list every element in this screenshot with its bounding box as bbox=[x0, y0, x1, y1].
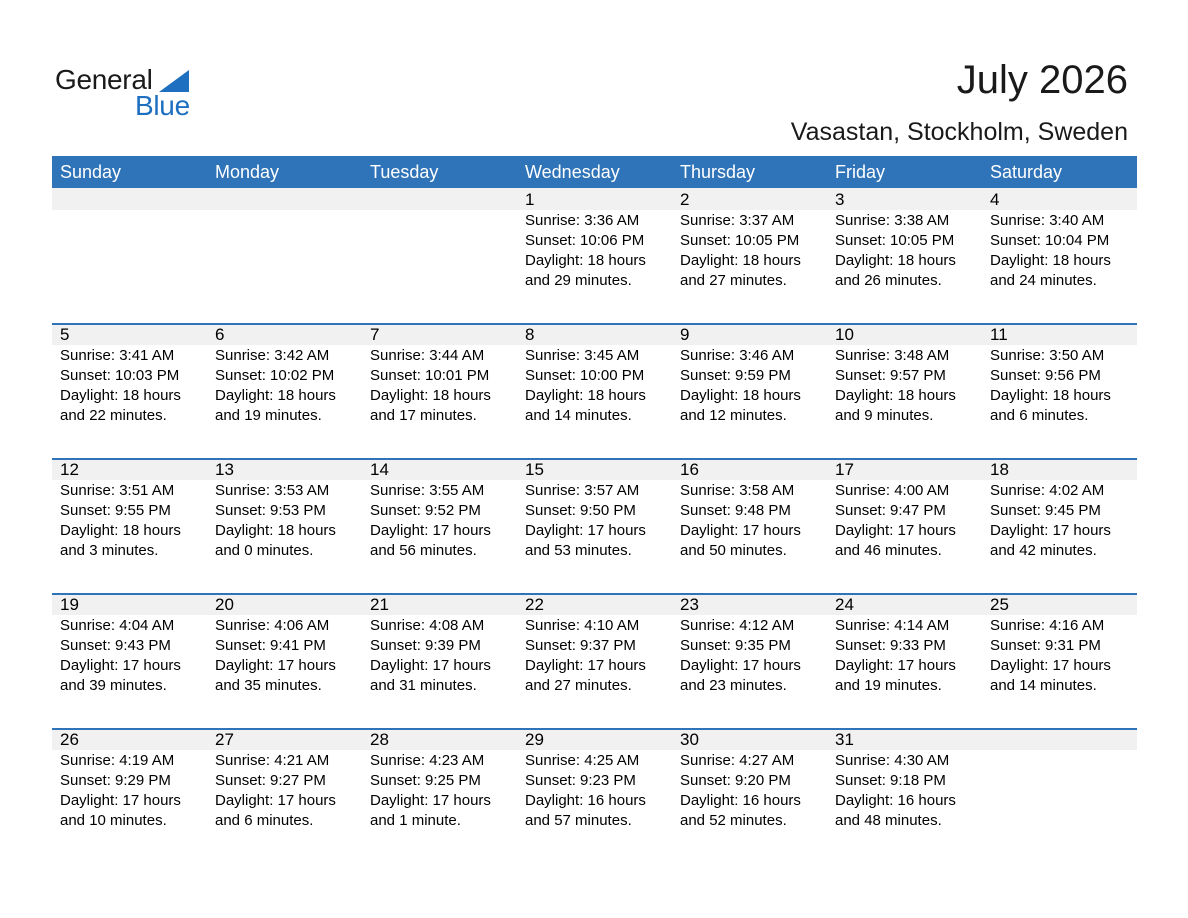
day-number: 3 bbox=[835, 190, 845, 209]
sunset-text: Sunset: 9:27 PM bbox=[215, 772, 326, 789]
day-info bbox=[60, 616, 207, 696]
daylight-minutes-text: and 46 minutes. bbox=[835, 542, 942, 559]
sunrise-text: Sunrise: 3:55 AM bbox=[370, 482, 485, 499]
daylight-text: Daylight: 17 hours bbox=[525, 522, 646, 539]
day-number: 14 bbox=[370, 460, 389, 479]
day-info bbox=[990, 481, 1137, 561]
day-cell bbox=[827, 728, 982, 863]
sunset-text: Sunset: 9:29 PM bbox=[60, 772, 171, 789]
calendar-weeks bbox=[52, 188, 1137, 863]
day-info bbox=[835, 211, 982, 291]
day-number: 11 bbox=[990, 325, 1008, 344]
daylight-minutes-text: and 52 minutes. bbox=[680, 812, 787, 829]
daylight-text: Daylight: 17 hours bbox=[835, 657, 956, 674]
sunrise-text: Sunrise: 3:42 AM bbox=[215, 347, 330, 364]
day-number: 4 bbox=[990, 190, 1000, 209]
day-info bbox=[370, 616, 517, 696]
sunset-text: Sunset: 9:53 PM bbox=[215, 502, 326, 519]
day-number: 7 bbox=[370, 325, 380, 344]
day-cell bbox=[207, 728, 362, 863]
daylight-minutes-text: and 10 minutes. bbox=[60, 812, 167, 829]
day-number: 6 bbox=[215, 325, 225, 344]
day-info bbox=[680, 751, 827, 831]
sunrise-text: Sunrise: 4:19 AM bbox=[60, 752, 175, 769]
daylight-text: Daylight: 16 hours bbox=[680, 792, 801, 809]
logo bbox=[55, 64, 205, 124]
sunrise-text: Sunrise: 3:48 AM bbox=[835, 347, 950, 364]
daylight-minutes-text: and 35 minutes. bbox=[215, 677, 322, 694]
day-number: 15 bbox=[525, 460, 544, 479]
sunrise-text: Sunrise: 4:04 AM bbox=[60, 617, 175, 634]
sunset-text: Sunset: 9:25 PM bbox=[370, 772, 481, 789]
daylight-minutes-text: and 50 minutes. bbox=[680, 542, 787, 559]
sunset-text: Sunset: 10:04 PM bbox=[990, 232, 1110, 249]
sunset-text: Sunset: 9:31 PM bbox=[990, 637, 1101, 654]
sunrise-text: Sunrise: 3:57 AM bbox=[525, 482, 640, 499]
day-info bbox=[680, 616, 827, 696]
sunset-text: Sunset: 9:20 PM bbox=[680, 772, 791, 789]
day-cell bbox=[827, 593, 982, 728]
daylight-text: Daylight: 17 hours bbox=[990, 522, 1111, 539]
sunset-text: Sunset: 9:55 PM bbox=[60, 502, 171, 519]
calendar-week-row bbox=[52, 458, 1137, 593]
sunrise-text: Sunrise: 3:53 AM bbox=[215, 482, 330, 499]
day-number: 1 bbox=[525, 190, 535, 209]
daylight-text: Daylight: 18 hours bbox=[525, 387, 646, 404]
day-number: 31 bbox=[835, 730, 854, 749]
day-cell bbox=[517, 188, 672, 323]
sunrise-text: Sunrise: 3:45 AM bbox=[525, 347, 640, 364]
sunrise-text: Sunrise: 4:30 AM bbox=[835, 752, 950, 769]
day-cell bbox=[362, 728, 517, 863]
day-cell bbox=[672, 458, 827, 593]
sunset-text: Sunset: 10:05 PM bbox=[835, 232, 955, 249]
daylight-minutes-text: and 17 minutes. bbox=[370, 407, 477, 424]
day-cell bbox=[207, 458, 362, 593]
day-cell bbox=[982, 188, 1137, 323]
day-cell bbox=[982, 593, 1137, 728]
daylight-text: Daylight: 16 hours bbox=[835, 792, 956, 809]
page-title: July 2026 bbox=[956, 58, 1128, 102]
day-info bbox=[525, 481, 672, 561]
day-number: 26 bbox=[60, 730, 79, 749]
weekday-saturday: Saturday bbox=[990, 162, 1063, 182]
day-info bbox=[215, 616, 362, 696]
daylight-minutes-text: and 31 minutes. bbox=[370, 677, 477, 694]
day-cell bbox=[52, 458, 207, 593]
daylight-text: Daylight: 17 hours bbox=[60, 792, 181, 809]
daylight-text: Daylight: 18 hours bbox=[60, 387, 181, 404]
day-cell bbox=[207, 323, 362, 458]
daylight-text: Daylight: 17 hours bbox=[370, 657, 491, 674]
daylight-minutes-text: and 23 minutes. bbox=[680, 677, 787, 694]
daylight-minutes-text: and 29 minutes. bbox=[525, 272, 632, 289]
day-number: 23 bbox=[680, 595, 699, 614]
calendar-week-row bbox=[52, 593, 1137, 728]
day-info bbox=[680, 211, 827, 291]
sunset-text: Sunset: 9:59 PM bbox=[680, 367, 791, 384]
day-info bbox=[60, 346, 207, 426]
day-info bbox=[835, 616, 982, 696]
empty-day-cell bbox=[52, 188, 207, 323]
sunset-text: Sunset: 9:33 PM bbox=[835, 637, 946, 654]
daylight-minutes-text: and 26 minutes. bbox=[835, 272, 942, 289]
day-number: 21 bbox=[370, 595, 389, 614]
day-number: 20 bbox=[215, 595, 234, 614]
calendar-week-row bbox=[52, 323, 1137, 458]
daylight-text: Daylight: 18 hours bbox=[370, 387, 491, 404]
day-number: 12 bbox=[60, 460, 79, 479]
sunset-text: Sunset: 10:06 PM bbox=[525, 232, 645, 249]
weekday-header bbox=[52, 156, 1137, 188]
daylight-text: Daylight: 18 hours bbox=[215, 522, 336, 539]
weekday-wednesday: Wednesday bbox=[525, 162, 620, 182]
day-cell bbox=[52, 593, 207, 728]
day-number: 29 bbox=[525, 730, 544, 749]
empty-day-cell bbox=[362, 188, 517, 323]
daylight-minutes-text: and 14 minutes. bbox=[990, 677, 1097, 694]
day-cell bbox=[517, 323, 672, 458]
daylight-minutes-text: and 42 minutes. bbox=[990, 542, 1097, 559]
day-number: 18 bbox=[990, 460, 1009, 479]
daylight-text: Daylight: 17 hours bbox=[215, 792, 336, 809]
sunrise-text: Sunrise: 4:14 AM bbox=[835, 617, 950, 634]
logo-blue-text: Blue bbox=[135, 90, 190, 121]
day-info bbox=[835, 346, 982, 426]
day-info bbox=[370, 346, 517, 426]
day-info bbox=[680, 481, 827, 561]
daylight-text: Daylight: 18 hours bbox=[525, 252, 646, 269]
daylight-minutes-text: and 19 minutes. bbox=[215, 407, 322, 424]
daylight-minutes-text: and 27 minutes. bbox=[680, 272, 787, 289]
empty-day-cell bbox=[207, 188, 362, 323]
daylight-text: Daylight: 18 hours bbox=[990, 387, 1111, 404]
daylight-minutes-text: and 1 minute. bbox=[370, 812, 461, 829]
sunrise-text: Sunrise: 4:27 AM bbox=[680, 752, 795, 769]
sunrise-text: Sunrise: 3:36 AM bbox=[525, 212, 640, 229]
sunrise-text: Sunrise: 4:21 AM bbox=[215, 752, 330, 769]
day-cell bbox=[672, 593, 827, 728]
sunset-text: Sunset: 10:01 PM bbox=[370, 367, 490, 384]
logo-triangle-icon bbox=[159, 70, 189, 92]
sunrise-text: Sunrise: 3:50 AM bbox=[990, 347, 1105, 364]
day-cell bbox=[362, 323, 517, 458]
daylight-text: Daylight: 17 hours bbox=[835, 522, 956, 539]
day-info bbox=[370, 481, 517, 561]
sunset-text: Sunset: 10:03 PM bbox=[60, 367, 180, 384]
day-cell bbox=[827, 188, 982, 323]
daylight-text: Daylight: 18 hours bbox=[60, 522, 181, 539]
day-info bbox=[215, 481, 362, 561]
day-number: 9 bbox=[680, 325, 690, 344]
sunset-text: Sunset: 9:43 PM bbox=[60, 637, 171, 654]
day-info bbox=[370, 751, 517, 831]
day-number: 8 bbox=[525, 325, 535, 344]
sunset-text: Sunset: 9:37 PM bbox=[525, 637, 636, 654]
sunset-text: Sunset: 9:56 PM bbox=[990, 367, 1101, 384]
daylight-text: Daylight: 18 hours bbox=[835, 252, 956, 269]
sunrise-text: Sunrise: 3:58 AM bbox=[680, 482, 795, 499]
day-info bbox=[215, 751, 362, 831]
sunrise-text: Sunrise: 3:51 AM bbox=[60, 482, 175, 499]
logo-general-text: General bbox=[55, 64, 153, 95]
day-cell bbox=[982, 458, 1137, 593]
daylight-text: Daylight: 18 hours bbox=[215, 387, 336, 404]
daylight-text: Daylight: 17 hours bbox=[680, 522, 801, 539]
weekday-thursday: Thursday bbox=[680, 162, 756, 182]
day-number: 2 bbox=[680, 190, 690, 209]
location-subtitle: Vasastan, Stockholm, Sweden bbox=[790, 118, 1128, 146]
sunrise-text: Sunrise: 4:12 AM bbox=[680, 617, 795, 634]
day-info bbox=[525, 751, 672, 831]
daylight-minutes-text: and 22 minutes. bbox=[60, 407, 167, 424]
daylight-minutes-text: and 0 minutes. bbox=[215, 542, 314, 559]
daylight-minutes-text: and 12 minutes. bbox=[680, 407, 787, 424]
sunset-text: Sunset: 9:48 PM bbox=[680, 502, 791, 519]
day-number: 19 bbox=[60, 595, 79, 614]
sunset-text: Sunset: 10:00 PM bbox=[525, 367, 645, 384]
sunrise-text: Sunrise: 3:44 AM bbox=[370, 347, 485, 364]
day-number: 24 bbox=[835, 595, 854, 614]
calendar-week-row bbox=[52, 188, 1137, 323]
empty-day-cell bbox=[982, 728, 1137, 863]
daylight-minutes-text: and 6 minutes. bbox=[215, 812, 314, 829]
day-number: 25 bbox=[990, 595, 1009, 614]
weekday-sunday: Sunday bbox=[60, 162, 122, 182]
weekday-friday: Friday bbox=[835, 162, 886, 182]
daylight-minutes-text: and 24 minutes. bbox=[990, 272, 1097, 289]
day-cell bbox=[362, 593, 517, 728]
day-info bbox=[835, 751, 982, 831]
day-cell bbox=[362, 458, 517, 593]
daylight-text: Daylight: 17 hours bbox=[370, 522, 491, 539]
sunrise-text: Sunrise: 3:46 AM bbox=[680, 347, 795, 364]
day-cell bbox=[517, 728, 672, 863]
calendar bbox=[52, 156, 1137, 863]
day-number: 22 bbox=[525, 595, 544, 614]
daylight-minutes-text: and 9 minutes. bbox=[835, 407, 934, 424]
daylight-text: Daylight: 17 hours bbox=[525, 657, 646, 674]
sunset-text: Sunset: 9:45 PM bbox=[990, 502, 1101, 519]
sunrise-text: Sunrise: 4:00 AM bbox=[835, 482, 950, 499]
sunset-text: Sunset: 9:50 PM bbox=[525, 502, 636, 519]
weekday-tuesday: Tuesday bbox=[370, 162, 439, 182]
day-cell bbox=[517, 593, 672, 728]
day-info bbox=[215, 346, 362, 426]
day-info bbox=[680, 346, 827, 426]
sunrise-text: Sunrise: 4:16 AM bbox=[990, 617, 1105, 634]
sunrise-text: Sunrise: 3:37 AM bbox=[680, 212, 795, 229]
sunset-text: Sunset: 9:47 PM bbox=[835, 502, 946, 519]
day-cell bbox=[207, 593, 362, 728]
day-number: 27 bbox=[215, 730, 234, 749]
day-number: 13 bbox=[215, 460, 234, 479]
sunrise-text: Sunrise: 4:10 AM bbox=[525, 617, 640, 634]
daylight-minutes-text: and 27 minutes. bbox=[525, 677, 632, 694]
daylight-minutes-text: and 48 minutes. bbox=[835, 812, 942, 829]
day-cell bbox=[672, 728, 827, 863]
calendar-week-row bbox=[52, 728, 1137, 863]
daylight-text: Daylight: 18 hours bbox=[680, 387, 801, 404]
sunset-text: Sunset: 9:41 PM bbox=[215, 637, 326, 654]
daylight-text: Daylight: 18 hours bbox=[680, 252, 801, 269]
day-cell bbox=[52, 323, 207, 458]
day-info bbox=[60, 481, 207, 561]
daylight-text: Daylight: 17 hours bbox=[680, 657, 801, 674]
daylight-text: Daylight: 17 hours bbox=[215, 657, 336, 674]
sunset-text: Sunset: 9:39 PM bbox=[370, 637, 481, 654]
sunrise-text: Sunrise: 4:08 AM bbox=[370, 617, 485, 634]
day-info bbox=[835, 481, 982, 561]
day-number: 5 bbox=[60, 325, 70, 344]
day-info bbox=[990, 211, 1137, 291]
daylight-minutes-text: and 6 minutes. bbox=[990, 407, 1089, 424]
weekday-monday: Monday bbox=[215, 162, 280, 182]
daylight-minutes-text: and 3 minutes. bbox=[60, 542, 159, 559]
sunrise-text: Sunrise: 4:23 AM bbox=[370, 752, 485, 769]
daylight-minutes-text: and 57 minutes. bbox=[525, 812, 632, 829]
sunrise-text: Sunrise: 4:25 AM bbox=[525, 752, 640, 769]
daylight-minutes-text: and 39 minutes. bbox=[60, 677, 167, 694]
day-info bbox=[525, 616, 672, 696]
day-number: 17 bbox=[835, 460, 854, 479]
sunrise-text: Sunrise: 4:02 AM bbox=[990, 482, 1105, 499]
day-info bbox=[525, 211, 672, 291]
day-number: 28 bbox=[370, 730, 389, 749]
day-cell bbox=[982, 323, 1137, 458]
day-cell bbox=[672, 323, 827, 458]
day-info bbox=[60, 751, 207, 831]
day-info bbox=[525, 346, 672, 426]
day-info bbox=[990, 346, 1137, 426]
sunset-text: Sunset: 9:35 PM bbox=[680, 637, 791, 654]
sunrise-text: Sunrise: 3:40 AM bbox=[990, 212, 1105, 229]
daylight-text: Daylight: 17 hours bbox=[370, 792, 491, 809]
sunset-text: Sunset: 10:05 PM bbox=[680, 232, 800, 249]
day-number: 16 bbox=[680, 460, 699, 479]
daylight-text: Daylight: 18 hours bbox=[990, 252, 1111, 269]
sunrise-text: Sunrise: 3:41 AM bbox=[60, 347, 175, 364]
day-cell bbox=[52, 728, 207, 863]
daylight-text: Daylight: 18 hours bbox=[835, 387, 956, 404]
day-cell bbox=[827, 323, 982, 458]
sunset-text: Sunset: 9:57 PM bbox=[835, 367, 946, 384]
daylight-minutes-text: and 56 minutes. bbox=[370, 542, 477, 559]
sunset-text: Sunset: 10:02 PM bbox=[215, 367, 335, 384]
sunset-text: Sunset: 9:23 PM bbox=[525, 772, 636, 789]
daylight-text: Daylight: 17 hours bbox=[60, 657, 181, 674]
daylight-minutes-text: and 14 minutes. bbox=[525, 407, 632, 424]
day-cell bbox=[827, 458, 982, 593]
day-number: 10 bbox=[835, 325, 854, 344]
sunset-text: Sunset: 9:18 PM bbox=[835, 772, 946, 789]
daylight-minutes-text: and 53 minutes. bbox=[525, 542, 632, 559]
sunrise-text: Sunrise: 3:38 AM bbox=[835, 212, 950, 229]
sunrise-text: Sunrise: 4:06 AM bbox=[215, 617, 330, 634]
daylight-minutes-text: and 19 minutes. bbox=[835, 677, 942, 694]
day-info bbox=[990, 616, 1137, 696]
day-number: 30 bbox=[680, 730, 699, 749]
day-cell bbox=[672, 188, 827, 323]
sunset-text: Sunset: 9:52 PM bbox=[370, 502, 481, 519]
daylight-text: Daylight: 16 hours bbox=[525, 792, 646, 809]
daylight-text: Daylight: 17 hours bbox=[990, 657, 1111, 674]
day-cell bbox=[517, 458, 672, 593]
